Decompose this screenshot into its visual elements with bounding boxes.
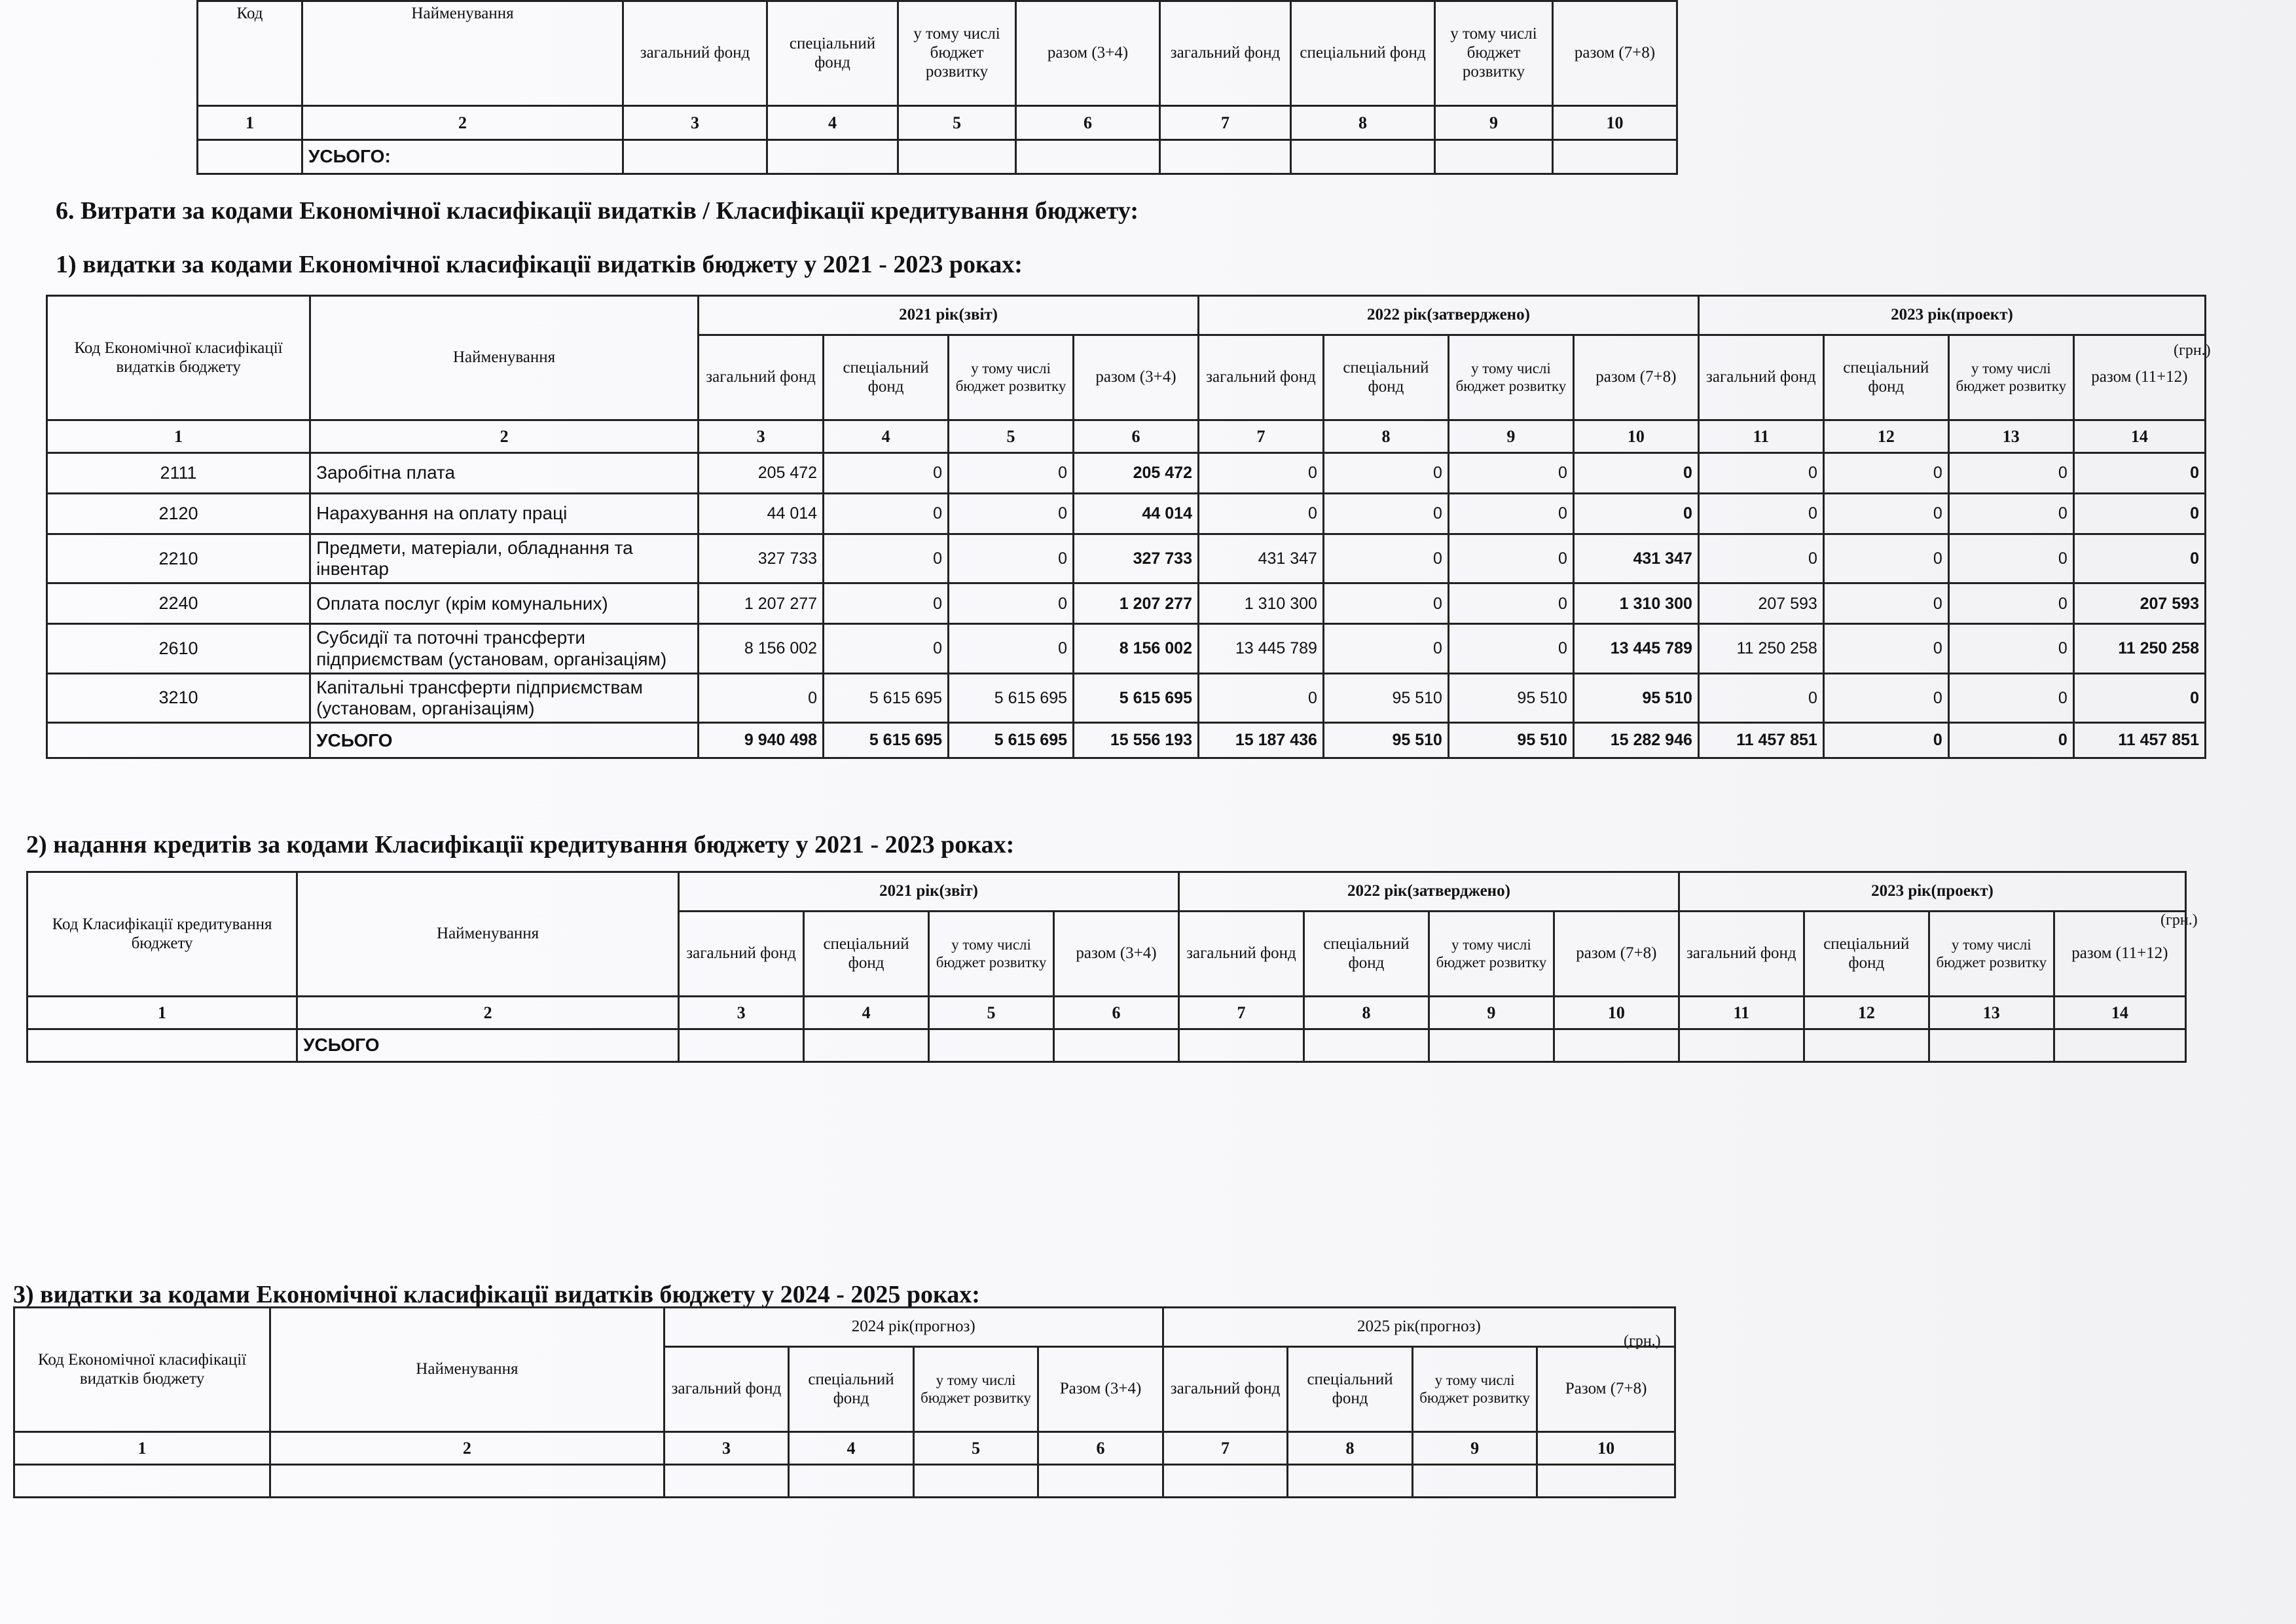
index-cell: 5 xyxy=(913,1432,1038,1465)
index-cell: 5 xyxy=(898,106,1016,140)
value-cell: 11 250 258 xyxy=(2073,624,2205,673)
value-cell: 0 xyxy=(1823,723,1948,758)
index-cell: 6 xyxy=(1038,1432,1163,1465)
value-cell: 327 733 xyxy=(699,534,824,583)
header-special-fund: спеціальний фонд xyxy=(1303,912,1429,997)
header-special-fund: спеціальний фонд xyxy=(1288,1347,1413,1432)
value-cell: 0 xyxy=(949,453,1074,494)
value-cell: 327 733 xyxy=(1074,534,1199,583)
header-code: Код Класифікації кредитування бюджету xyxy=(27,872,297,997)
value-cell: 0 xyxy=(949,624,1074,673)
value-cell: 0 xyxy=(1323,453,1448,494)
header-dev-budget: у тому числі бюджет розвитку xyxy=(1948,335,2073,420)
value-cell: 0 xyxy=(1823,534,1948,583)
year-2022-header: 2022 рік(затверджено) xyxy=(1178,872,1679,912)
table-row xyxy=(47,624,2206,673)
header-total: разом (3+4) xyxy=(1074,335,1199,420)
value-cell: 0 xyxy=(824,624,949,673)
year-2023-header: 2023 рік(проект) xyxy=(1698,296,2205,335)
unit-label: (грн.) xyxy=(2174,342,2211,359)
header-dev-budget: у тому числі бюджет розвитку xyxy=(898,1,1016,106)
index-cell: 13 xyxy=(1948,420,2073,453)
row-code: 2240 xyxy=(47,583,310,624)
index-cell: 1 xyxy=(27,997,297,1029)
value-cell: 0 xyxy=(1948,534,2073,583)
table-row xyxy=(47,453,2206,494)
top-total-row xyxy=(198,140,1677,174)
header-total: Разом (7+8) xyxy=(1537,1347,1675,1432)
index-cell: 10 xyxy=(1553,106,1677,140)
value-cell: 5 615 695 xyxy=(949,673,1074,722)
header-code: Код Економічної класифікації видатків бюджету xyxy=(47,296,310,420)
year-2025-header: 2025 рік(прогноз) xyxy=(1163,1308,1675,1347)
section-6-title: 6. Витрати за кодами Економічної класифікації видатків / Класифікації кредитування бюджету: xyxy=(56,197,1139,225)
index-cell: 2 xyxy=(302,106,623,140)
subsection-1-title: 1) видатки за кодами Економічної класифікації видатків бюджету у 2021 - 2023 роках: xyxy=(56,251,1023,278)
value-cell: 0 xyxy=(1948,723,2073,758)
value-cell: 13 445 789 xyxy=(1198,624,1323,673)
index-cell: 3 xyxy=(623,106,767,140)
index-cell: 9 xyxy=(1412,1432,1537,1465)
value-cell: 0 xyxy=(1823,583,1948,624)
index-cell: 14 xyxy=(2054,997,2185,1029)
index-cell: 14 xyxy=(2073,420,2205,453)
header-special-fund: спеціальний фонд xyxy=(804,912,929,997)
index-cell: 8 xyxy=(1303,997,1429,1029)
value-cell: 0 xyxy=(1698,453,1823,494)
header-special-fund: спеціальний фонд xyxy=(1323,335,1448,420)
header-general-fund: загальний фонд xyxy=(1160,1,1291,106)
row-name: УСЬОГО xyxy=(310,723,699,758)
row-code: 2210 xyxy=(47,534,310,583)
index-cell: 5 xyxy=(949,420,1074,453)
header-general-fund: загальний фонд xyxy=(623,1,767,106)
value-cell: 1 207 277 xyxy=(1074,583,1199,624)
index-row xyxy=(47,420,2206,453)
index-cell: 10 xyxy=(1573,420,1698,453)
value-cell: 0 xyxy=(699,673,824,722)
value-cell: 0 xyxy=(1823,624,1948,673)
year-2022-header: 2022 рік(затверджено) xyxy=(1198,296,1698,335)
value-cell: 0 xyxy=(2073,673,2205,722)
header-general-fund: загальний фонд xyxy=(1698,335,1823,420)
value-cell: 0 xyxy=(824,534,949,583)
value-cell: 0 xyxy=(2073,534,2205,583)
expenses-table-2024-2025 xyxy=(13,1306,1676,1498)
header-dev-budget: у тому числі бюджет розвитку xyxy=(1448,335,1573,420)
index-cell: 13 xyxy=(1929,997,2054,1029)
row-code: 2111 xyxy=(47,453,310,494)
value-cell: 0 xyxy=(1198,673,1323,722)
value-cell: 11 250 258 xyxy=(1698,624,1823,673)
header-dev-budget: у тому числі бюджет розвитку xyxy=(1435,1,1553,106)
index-cell: 12 xyxy=(1804,997,1929,1029)
index-cell: 11 xyxy=(1679,997,1804,1029)
index-cell: 9 xyxy=(1448,420,1573,453)
header-name: Найменування xyxy=(310,296,699,420)
row-name: Нарахування на оплату праці xyxy=(310,494,699,534)
value-cell: 0 xyxy=(1573,453,1698,494)
value-cell: 0 xyxy=(1823,453,1948,494)
value-cell: 0 xyxy=(1698,673,1823,722)
index-cell: 1 xyxy=(47,420,310,453)
value-cell: 0 xyxy=(1448,494,1573,534)
index-cell: 10 xyxy=(1554,997,1679,1029)
header-total: разом (11+12) xyxy=(2073,335,2205,420)
value-cell: 0 xyxy=(1823,494,1948,534)
index-cell: 6 xyxy=(1016,106,1160,140)
value-cell: 13 445 789 xyxy=(1573,624,1698,673)
value-cell: 5 615 695 xyxy=(824,673,949,722)
row-name: Капітальні трансферти підприємствам (установам, організаціям) xyxy=(310,673,699,722)
header-special-fund: спеціальний фонд xyxy=(1291,1,1435,106)
header-general-fund: загальний фонд xyxy=(664,1347,789,1432)
index-cell: 1 xyxy=(198,106,302,140)
header-special-fund: спеціальний фонд xyxy=(1804,912,1929,997)
row-name: Оплата послуг (крім комунальних) xyxy=(310,583,699,624)
value-cell: 0 xyxy=(1948,453,2073,494)
value-cell: 207 593 xyxy=(1698,583,1823,624)
header-total: разом (7+8) xyxy=(1554,912,1679,997)
year-2023-header: 2023 рік(проект) xyxy=(1679,872,2185,912)
row-name: Заробітна плата xyxy=(310,453,699,494)
row-code: 3210 xyxy=(47,673,310,722)
row-code xyxy=(47,723,310,758)
header-total-3-4: разом (3+4) xyxy=(1016,1,1160,106)
header-special-fund: спеціальний фонд xyxy=(1823,335,1948,420)
subsection-2-title: 2) надання кредитів за кодами Класифікації кредитування бюджету у 2021 - 2023 роках: xyxy=(26,831,1015,858)
header-code: Код Економічної класифікації видатків бюджету xyxy=(14,1308,270,1432)
index-cell: 8 xyxy=(1323,420,1448,453)
value-cell: 44 014 xyxy=(1074,494,1199,534)
year-header-row xyxy=(27,872,2186,912)
value-cell: 95 510 xyxy=(1448,723,1573,758)
value-cell: 11 457 851 xyxy=(1698,723,1823,758)
value-cell: 0 xyxy=(824,494,949,534)
value-cell: 0 xyxy=(949,534,1074,583)
header-general-fund: загальний фонд xyxy=(679,912,804,997)
header-general-fund: загальний фонд xyxy=(1679,912,1804,997)
unit-label: (грн.) xyxy=(2160,912,2198,929)
value-cell: 0 xyxy=(1448,624,1573,673)
subsection-3-title: 3) видатки за кодами Економічної класифікації видатків бюджету у 2024 - 2025 роках: xyxy=(13,1281,980,1308)
value-cell: 95 510 xyxy=(1323,673,1448,722)
header-dev-budget: у тому числі бюджет розвитку xyxy=(913,1347,1038,1432)
total-row xyxy=(47,723,2206,758)
index-cell: 7 xyxy=(1160,106,1291,140)
row-code: 2120 xyxy=(47,494,310,534)
value-cell: 15 187 436 xyxy=(1198,723,1323,758)
index-cell: 6 xyxy=(1054,997,1179,1029)
index-cell: 2 xyxy=(297,997,679,1029)
value-cell: 15 556 193 xyxy=(1074,723,1199,758)
header-dev-budget: у тому числі бюджет розвитку xyxy=(1929,912,2054,997)
value-cell: 1 310 300 xyxy=(1198,583,1323,624)
total-label: УСЬОГО: xyxy=(302,140,623,174)
value-cell: 15 282 946 xyxy=(1573,723,1698,758)
header-name: Найменування xyxy=(302,1,623,106)
row-name: Предмети, матеріали, обладнання та інвентар xyxy=(310,534,699,583)
credits-table-2021-2023 xyxy=(26,871,2187,1063)
value-cell: 5 615 695 xyxy=(824,723,949,758)
index-cell: 7 xyxy=(1198,420,1323,453)
header-total: разом (11+12) xyxy=(2054,912,2185,997)
index-cell: 10 xyxy=(1537,1432,1675,1465)
index-cell: 2 xyxy=(270,1432,665,1465)
table-row xyxy=(47,673,2206,722)
value-cell: 207 593 xyxy=(2073,583,2205,624)
value-cell: 0 xyxy=(1198,453,1323,494)
value-cell: 0 xyxy=(1323,583,1448,624)
index-cell: 9 xyxy=(1435,106,1553,140)
index-cell: 1 xyxy=(14,1432,270,1465)
header-total-7-8: разом (7+8) xyxy=(1553,1,1677,106)
header-special-fund: спеціальний фонд xyxy=(767,1,898,106)
year-header-row xyxy=(47,296,2206,335)
header-dev-budget: у тому числі бюджет розвитку xyxy=(1412,1347,1537,1432)
value-cell: 0 xyxy=(949,494,1074,534)
header-special-fund: спеціальний фонд xyxy=(824,335,949,420)
table-row xyxy=(47,494,2206,534)
index-row xyxy=(14,1432,1675,1465)
value-cell: 11 457 851 xyxy=(2073,723,2205,758)
value-cell: 0 xyxy=(1948,673,2073,722)
value-cell: 8 156 002 xyxy=(699,624,824,673)
value-cell: 95 510 xyxy=(1323,723,1448,758)
value-cell: 0 xyxy=(1698,494,1823,534)
row-name: Субсидії та поточні трансферти підприємствам (установам, організаціям) xyxy=(310,624,699,673)
header-code: Код xyxy=(198,1,302,106)
value-cell: 0 xyxy=(1448,534,1573,583)
header-total: Разом (3+4) xyxy=(1038,1347,1163,1432)
value-cell: 95 510 xyxy=(1448,673,1573,722)
index-cell: 7 xyxy=(1178,997,1303,1029)
header-special-fund: спеціальний фонд xyxy=(789,1347,914,1432)
value-cell: 0 xyxy=(1948,624,2073,673)
index-cell: 6 xyxy=(1074,420,1199,453)
value-cell: 0 xyxy=(1323,624,1448,673)
year-2021-header: 2021 рік(звіт) xyxy=(699,296,1199,335)
value-cell: 1 207 277 xyxy=(699,583,824,624)
value-cell: 44 014 xyxy=(699,494,824,534)
value-cell: 0 xyxy=(1448,583,1573,624)
header-dev-budget: у тому числі бюджет розвитку xyxy=(949,335,1074,420)
value-cell: 95 510 xyxy=(1573,673,1698,722)
value-cell: 0 xyxy=(1198,494,1323,534)
value-cell: 431 347 xyxy=(1573,534,1698,583)
year-2021-header: 2021 рік(звіт) xyxy=(679,872,1179,912)
index-cell: 8 xyxy=(1288,1432,1413,1465)
value-cell: 0 xyxy=(1448,453,1573,494)
value-cell: 0 xyxy=(1323,494,1448,534)
index-cell: 3 xyxy=(679,997,804,1029)
expenses-table-2021-2023 xyxy=(46,295,2206,759)
header-dev-budget: у тому числі бюджет розвитку xyxy=(1429,912,1554,997)
value-cell: 0 xyxy=(2073,494,2205,534)
index-cell: 3 xyxy=(699,420,824,453)
table-row xyxy=(47,534,2206,583)
header-name: Найменування xyxy=(270,1308,665,1432)
header-general-fund: загальний фонд xyxy=(1178,912,1303,997)
value-cell: 9 940 498 xyxy=(699,723,824,758)
header-dev-budget: у тому числі бюджет розвитку xyxy=(929,912,1054,997)
index-cell: 11 xyxy=(1698,420,1823,453)
value-cell: 0 xyxy=(1948,583,2073,624)
total-label: УСЬОГО xyxy=(297,1029,679,1062)
top-index-row xyxy=(198,106,1677,140)
header-general-fund: загальний фонд xyxy=(1163,1347,1288,1432)
header-total: разом (7+8) xyxy=(1573,335,1698,420)
index-cell: 3 xyxy=(664,1432,789,1465)
top-header-row xyxy=(198,1,1677,106)
index-cell: 7 xyxy=(1163,1432,1288,1465)
index-cell: 4 xyxy=(767,106,898,140)
value-cell: 0 xyxy=(949,583,1074,624)
value-cell: 431 347 xyxy=(1198,534,1323,583)
value-cell: 0 xyxy=(1823,673,1948,722)
index-cell: 12 xyxy=(1823,420,1948,453)
total-row xyxy=(27,1029,2186,1062)
empty-row xyxy=(14,1465,1675,1498)
header-total: разом (3+4) xyxy=(1054,912,1179,997)
index-cell: 2 xyxy=(310,420,699,453)
value-cell: 8 156 002 xyxy=(1074,624,1199,673)
value-cell: 5 615 695 xyxy=(1074,673,1199,722)
index-cell: 9 xyxy=(1429,997,1554,1029)
table-row xyxy=(47,583,2206,624)
value-cell: 0 xyxy=(1948,494,2073,534)
header-general-fund: загальний фонд xyxy=(1198,335,1323,420)
year-header-row xyxy=(14,1308,1675,1347)
value-cell: 0 xyxy=(2073,453,2205,494)
index-cell: 5 xyxy=(929,997,1054,1029)
header-name: Найменування xyxy=(297,872,679,997)
index-cell: 4 xyxy=(804,997,929,1029)
value-cell: 0 xyxy=(1573,494,1698,534)
index-cell: 4 xyxy=(789,1432,914,1465)
value-cell: 1 310 300 xyxy=(1573,583,1698,624)
index-cell: 4 xyxy=(824,420,949,453)
row-code: 2610 xyxy=(47,624,310,673)
index-row xyxy=(27,997,2186,1029)
value-cell: 0 xyxy=(1698,534,1823,583)
value-cell: 0 xyxy=(1323,534,1448,583)
value-cell: 5 615 695 xyxy=(949,723,1074,758)
top-table xyxy=(196,0,1678,175)
unit-label: (грн.) xyxy=(1624,1333,1661,1350)
empty-cell xyxy=(198,140,302,174)
value-cell: 205 472 xyxy=(1074,453,1199,494)
value-cell: 0 xyxy=(824,583,949,624)
year-2024-header: 2024 рік(прогноз) xyxy=(664,1308,1163,1347)
index-cell: 8 xyxy=(1291,106,1435,140)
header-general-fund: загальний фонд xyxy=(699,335,824,420)
value-cell: 0 xyxy=(824,453,949,494)
value-cell: 205 472 xyxy=(699,453,824,494)
